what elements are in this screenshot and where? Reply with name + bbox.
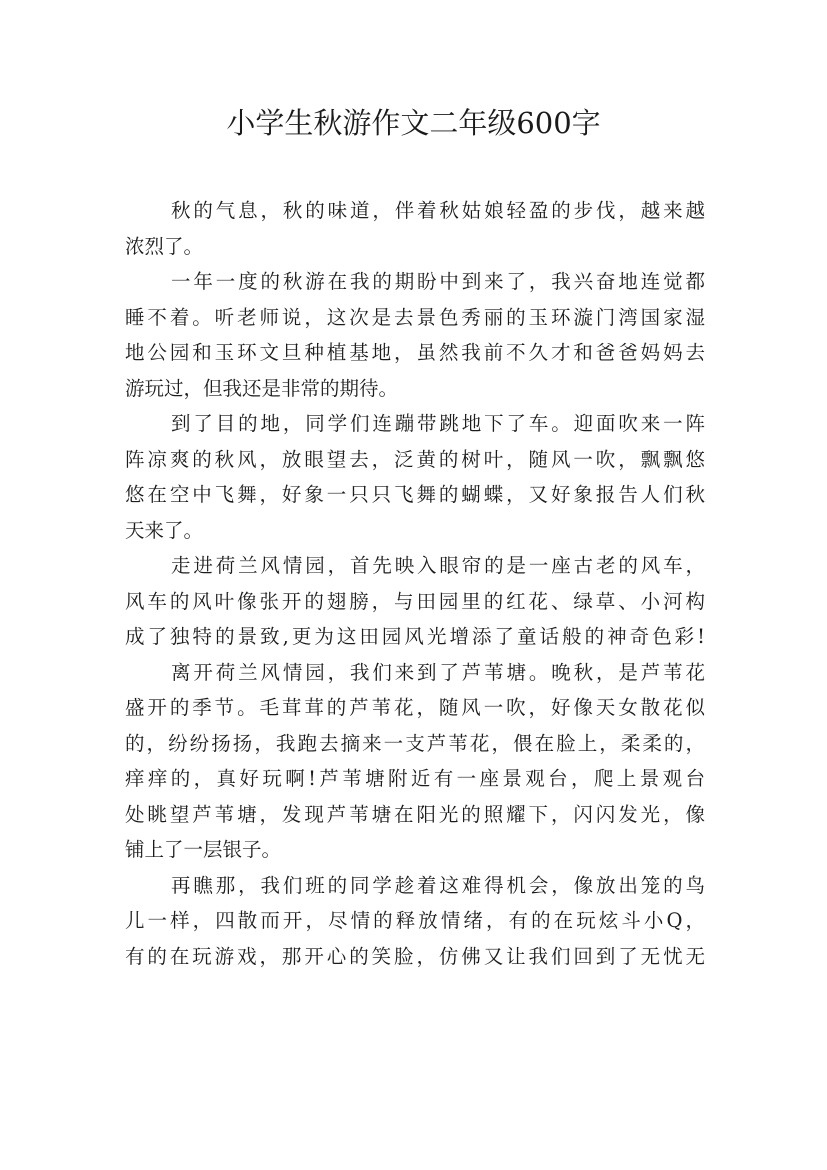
document-body <box>125 193 705 974</box>
text-line: 浓烈了。 <box>125 234 204 258</box>
text-line: 痒痒的，真好玩啊!芦苇塘附近有一座景观台，爬上景观台 <box>125 767 705 790</box>
text-line: 游玩过，但我还是非常的期待。 <box>125 376 399 400</box>
text-line: 铺上了一层银子。 <box>125 838 282 861</box>
text-line: 盛开的季节。毛茸茸的芦苇花，随风一吹，好像天女散花似 <box>125 696 705 719</box>
text-line: 的，纷纷扬扬，我跑去摘来一支芦苇花，偎在脸上，柔柔的， <box>125 731 705 755</box>
text-line: 阵凉爽的秋风，放眼望去，泛黄的树叶，随风一吹，飘飘悠 <box>125 447 705 471</box>
text-line: 天来了。 <box>125 518 204 542</box>
text-line: 秋的气息，秋的味道，伴着秋姑娘轻盈的步伐，越来越 <box>171 199 705 222</box>
text-line: 再瞧那，我们班的同学趁着这难得机会，像放出笼的鸟 <box>171 873 705 897</box>
text-line: 悠在空中飞舞，好象一只只飞舞的蝴蝶，又好象报告人们秋 <box>125 483 705 506</box>
text-line: 地公园和玉环文旦种植基地，虽然我前不久才和爸爸妈妈去 <box>125 341 705 364</box>
text-line: 风车的风叶像张开的翅膀，与田园里的红花、绿草、小河构 <box>125 589 705 613</box>
text-line: 一年一度的秋游在我的期盼中到来了，我兴奋地连觉都 <box>171 270 705 293</box>
text-line: 到了目的地，同学们连蹦带跳地下了车。迎面吹来一阵 <box>171 412 705 435</box>
text-line: 睡不着。听老师说，这次是去景色秀丽的玉环漩门湾国家湿 <box>125 305 705 329</box>
document-title: 小学生秋游作文二年级600字 <box>226 106 601 140</box>
text-line: 有的在玩游戏，那开心的笑脸，仿佛又让我们回到了无忧无 <box>125 944 705 968</box>
text-line: 处眺望芦苇塘，发现芦苇塘在阳光的照耀下，闪闪发光，像 <box>125 802 705 826</box>
text-line: 儿一样，四散而开，尽情的释放情绪，有的在玩炫斗小Q， <box>125 909 705 932</box>
text-line: 走进荷兰风情园，首先映入眼帘的是一座古老的风车， <box>171 554 705 577</box>
text-line: 离开荷兰风情园，我们来到了芦苇塘。晚秋，是芦苇花 <box>171 660 705 684</box>
text-line: 成了独特的景致,更为这田园风光增添了童话般的神奇色彩! <box>125 625 705 648</box>
